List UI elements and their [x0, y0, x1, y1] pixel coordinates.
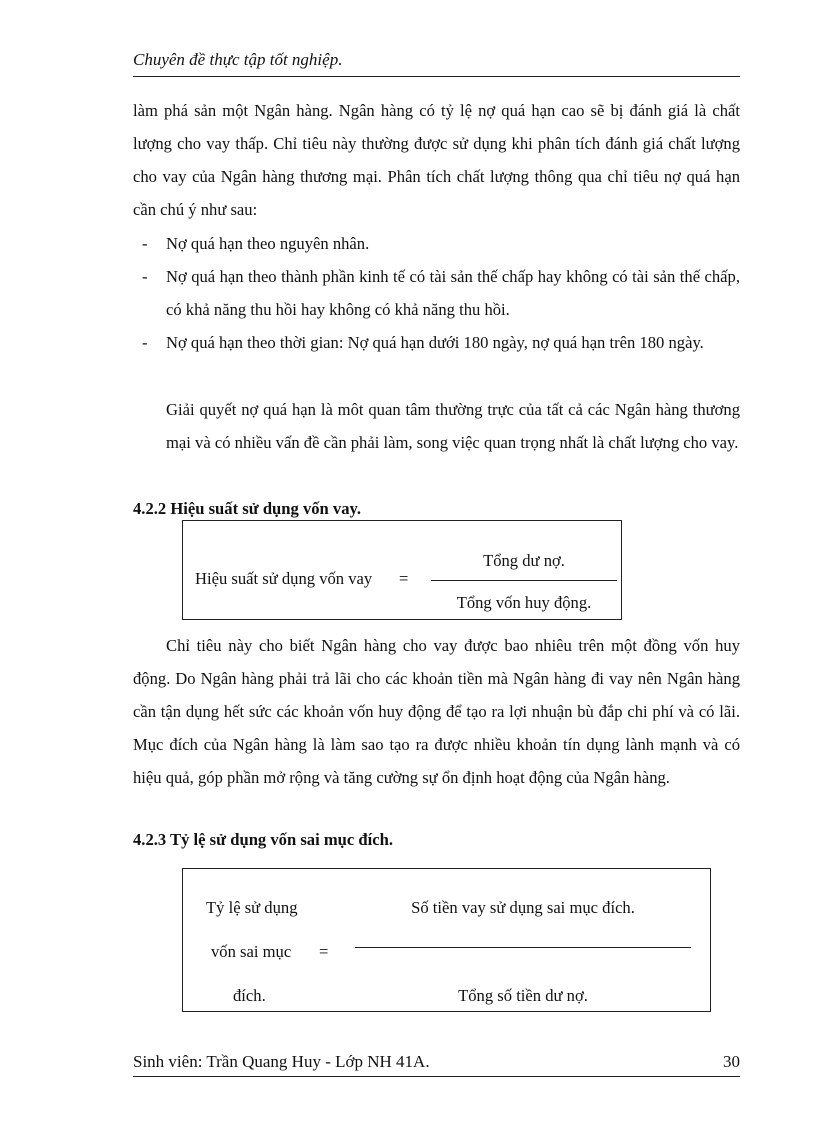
formula-loan-efficiency — [182, 520, 622, 620]
formula-denominator: Tổng số tiền dư nợ. — [458, 986, 588, 1005]
formula-label-line2: vốn sai mục — [211, 942, 292, 961]
section-heading-422: 4.2.2 Hiệu suất sử dụng vốn vay. — [133, 499, 362, 518]
paragraph-overdue-resolution: Giải quyết nợ quá hạn là môt quan tâm thường trực của tất cả các Ngân hàng thương mại và có nhiều vấn đề cần phải làm, song việc quan trọng nhất là chất lượng cho vay. — [166, 400, 740, 452]
formula-numerator: Tổng dư nợ. — [483, 551, 565, 570]
formula-label-line3: đích. — [233, 986, 266, 1005]
list-item: - Nợ quá hạn theo nguyên nhân. — [142, 234, 370, 253]
fraction-line — [431, 580, 617, 581]
overdue-debt-criteria-list — [133, 227, 740, 359]
paragraph-loan-efficiency: Chỉ tiêu này cho biết Ngân hàng cho vay được bao nhiêu trên một đồng vốn huy động. Do Ngân hàng phải trả lãi cho các khoản tiền mà Ngân hàng đi vay nên Ngân hàng cần tận dụng hết sức các khoản vốn huy động để tạo ra lợi nhuận bù đắp chi phí và có lãi. Mục đích của Ngân hàng là làm sao tạo ra được nhiều khoản tín dụng lành mạnh và có hiệu quả, góp phần mở rộng và tăng cường sự ổn định hoạt động của Ngân hàng. — [133, 636, 740, 787]
fraction-line — [355, 947, 691, 948]
formula-label: Hiệu suất sử dụng vốn vay — [195, 569, 373, 588]
page-footer — [133, 1052, 740, 1077]
formula-misuse-ratio — [182, 868, 711, 1012]
paragraph-overdue-debt: làm phá sản một Ngân hàng. Ngân hàng có tỷ lệ nợ quá hạn cao sẽ bị đánh giá là chất lượng cho vay thấp. Chỉ tiêu này thường được sử dụng khi phân tích đánh giá chất lượng cho vay của Ngân hàng thương mại. Phân tích chất lượng thông qua chỉ tiêu nợ quá hạn cần chú ý như sau: — [133, 101, 740, 219]
list-item: - Nợ quá hạn theo thành phần kinh tế có tài sản thế chấp hay không có tài sản thế chấp, có khả năng thu hồi hay không có khả năng thu hồi. — [142, 267, 740, 319]
formula-numerator: Số tiền vay sử dụng sai mục đích. — [411, 898, 635, 917]
header-title: Chuyên đề thực tập tốt nghiệp. — [133, 50, 343, 69]
list-item: - Nợ quá hạn theo thời gian: Nợ quá hạn dưới 180 ngày, nợ quá hạn trên 180 ngày. — [142, 333, 704, 352]
page-number: 30 — [723, 1052, 740, 1071]
page-header — [133, 50, 740, 77]
formula-denominator: Tổng vốn huy động. — [456, 593, 592, 612]
formula-equals: = — [399, 569, 409, 588]
footer-student: Sinh viên: Trần Quang Huy - Lớp NH 41A. — [133, 1052, 430, 1071]
section-heading-423: 4.2.3 Tỷ lệ sử dụng vốn sai mục đích. — [133, 830, 393, 849]
formula-equals: = — [319, 942, 329, 961]
formula-label-line1: Tỷ lệ sử dụng — [206, 898, 298, 917]
